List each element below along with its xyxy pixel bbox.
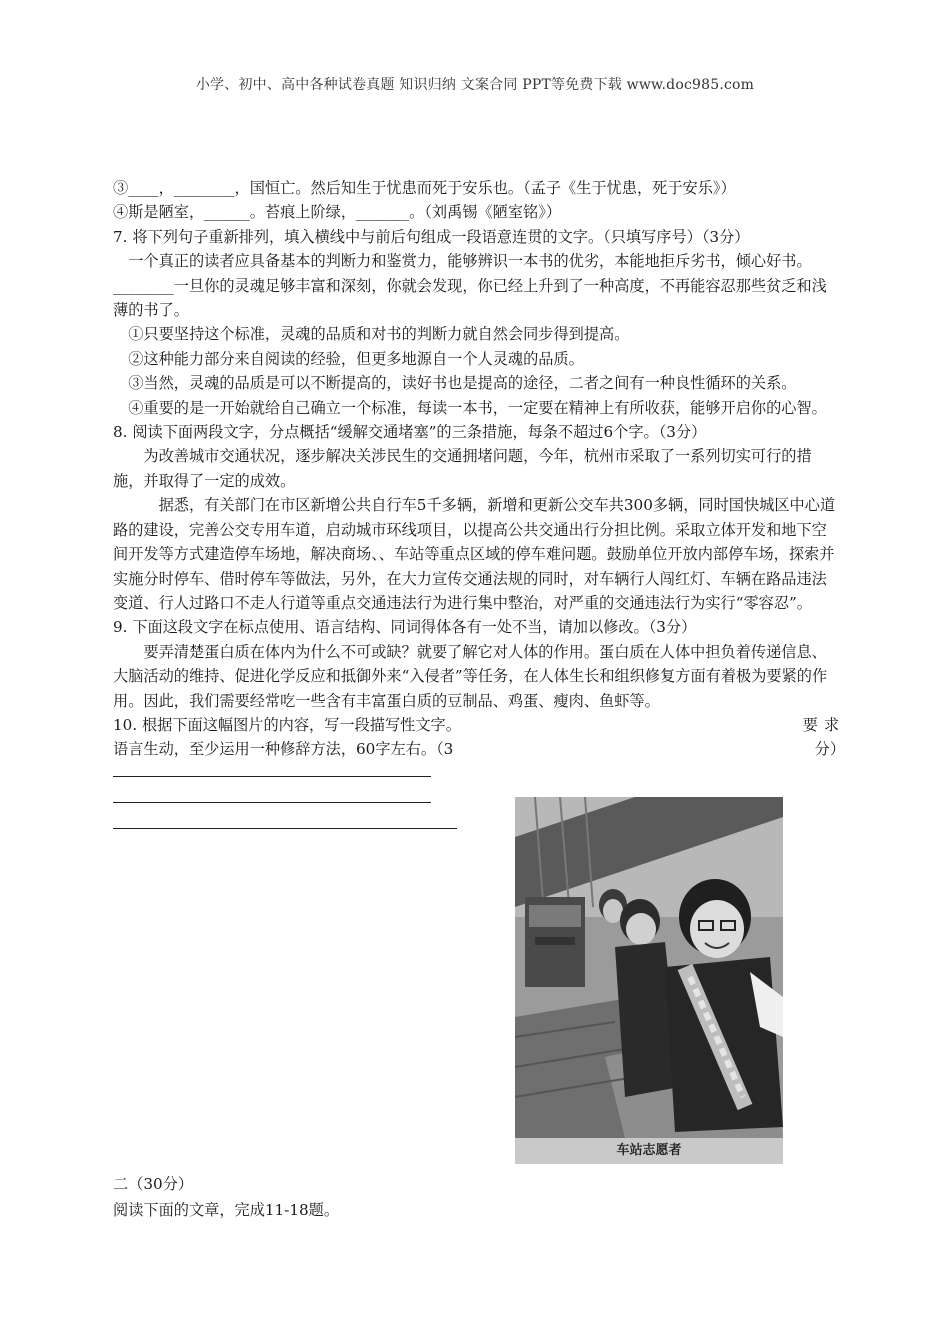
question-7-option-2: ②这种能力部分来自阅读的经验，但更多地源自一个人灵魂的品质。: [128, 349, 584, 368]
question-7-option-3: ③当然，灵魂的品质是可以不断提高的，读好书也是提高的途径，二者之间有一种良性循环的关系。: [128, 374, 797, 393]
question-10-score-end: 分）: [814, 740, 845, 759]
section-2-instruction: 阅读下面的文章，完成11-18题。: [113, 1201, 340, 1219]
exam-content: [113, 176, 845, 833]
question-7-title: 7. 将下列句子重新排列，填入横线中与前后句组成一段语意连贯的文字。（只填写序号）（3分）: [113, 227, 750, 246]
answer-line-2[interactable]: [113, 802, 431, 803]
section-2-title: 二（30分）: [113, 1175, 194, 1193]
answer-line-1[interactable]: [113, 776, 431, 777]
question-7-option-1: ①只要坚持这个标准，灵魂的品质和对书的判断力就自然会同步得到提高。: [128, 325, 630, 344]
answer-line-3[interactable]: [113, 828, 457, 829]
question-10-title: 10. 根据下面这幅图片的内容，写一段描写性文字。: [113, 715, 461, 734]
volunteer-photo: [515, 797, 783, 1164]
question-9-paragraph: 要弄清楚蛋白质在体内为什么不可或缺？就要了解它对人体的作用。蛋白质在人体中担负着传递信息、大脑活动的维持、促进化学反应和抵御外来“入侵者”等任务，在人体生长和组织修复方面有着极为要紧的作用。因此，我们需要经常吃一些含有丰富蛋白质的豆制品、鸡蛋、瘦肉、鱼虾等。: [113, 642, 828, 710]
question-7-passage: 一个真正的读者应具备基本的判断力和鉴赏力，能够辨识一本书的优劣，本能地拒斥劣书，倾心好书。________一旦你的灵魂足够丰富和深刻，你就会发现，你已经上升到了一种高度，不再能容忍那些贫乏和浅薄的书了。: [113, 252, 827, 320]
question-9-title: 9. 下面这段文字在标点使用、语言结构、同词得体各有一处不当，请加以修改。（3分）: [113, 618, 697, 637]
photo-caption: 车站志愿者: [515, 1138, 783, 1164]
section-2: [113, 1171, 339, 1223]
question-10-prompt-right: [795, 713, 845, 762]
question-8-title: 8. 阅读下面两段文字，分点概括“缓解交通堵塞”的三条措施，每条不超过6个字。（3分）: [113, 423, 707, 442]
question-8-paragraph-2: 据悉，有关部门在市区新增公共自行车5千多辆，新增和更新公交车共300多辆，同时国快城区中心道路的建设，完善公交专用车道，启动城市环线项目，以提高公共交通出行分担比例。采取立体开发和地下空间开发等方式建造停车场地，解决商场、、车站等重点区域的停车难问题。鼓励单位开放内部停车场，探索并实施分时停车、借时停车等做法，另外，在大力宣传交通法规的同时，对车辆行人闯红灯、车辆在路品违法变道、行人过路口不走人行道等重点交通违法行为进行集中整治，对严重的交通违法行为实行“零容忍”。: [113, 496, 836, 612]
volunteer-photo-image: [515, 797, 783, 1138]
question-7-option-4: ④重要的是一开始就给自己确立一个标准，每读一本书，一定要在精神上有所收获，能够开启你的心智。: [128, 398, 827, 417]
question-8-paragraph-1: 为改善城市交通状况，逐步解决关涉民生的交通拥堵问题，今年，杭州市采取了一系列切实可行的措施，并取得了一定的成效。: [113, 447, 812, 490]
question-10-requirement-label: 要求: [802, 715, 845, 734]
question-10-prompt: [113, 713, 513, 762]
page-header: 小学、初中、高中各种试卷真题 知识归纳 文案合同 PPT等免费下载 www.doc985.com: [195, 77, 755, 93]
question-10-requirements: 语言生动，至少运用一种修辞方法，60字左右。（3: [113, 740, 454, 759]
line-q6-4: ④斯是陋室，______。苔痕上阶绿，_______。（刘禹锡《陋室铭》）: [113, 203, 562, 222]
line-q6-3: ③____，________，国恒亡。然后知生于忧患而死于安乐也。（孟子《生于忧患，死于安乐》）: [113, 179, 736, 197]
